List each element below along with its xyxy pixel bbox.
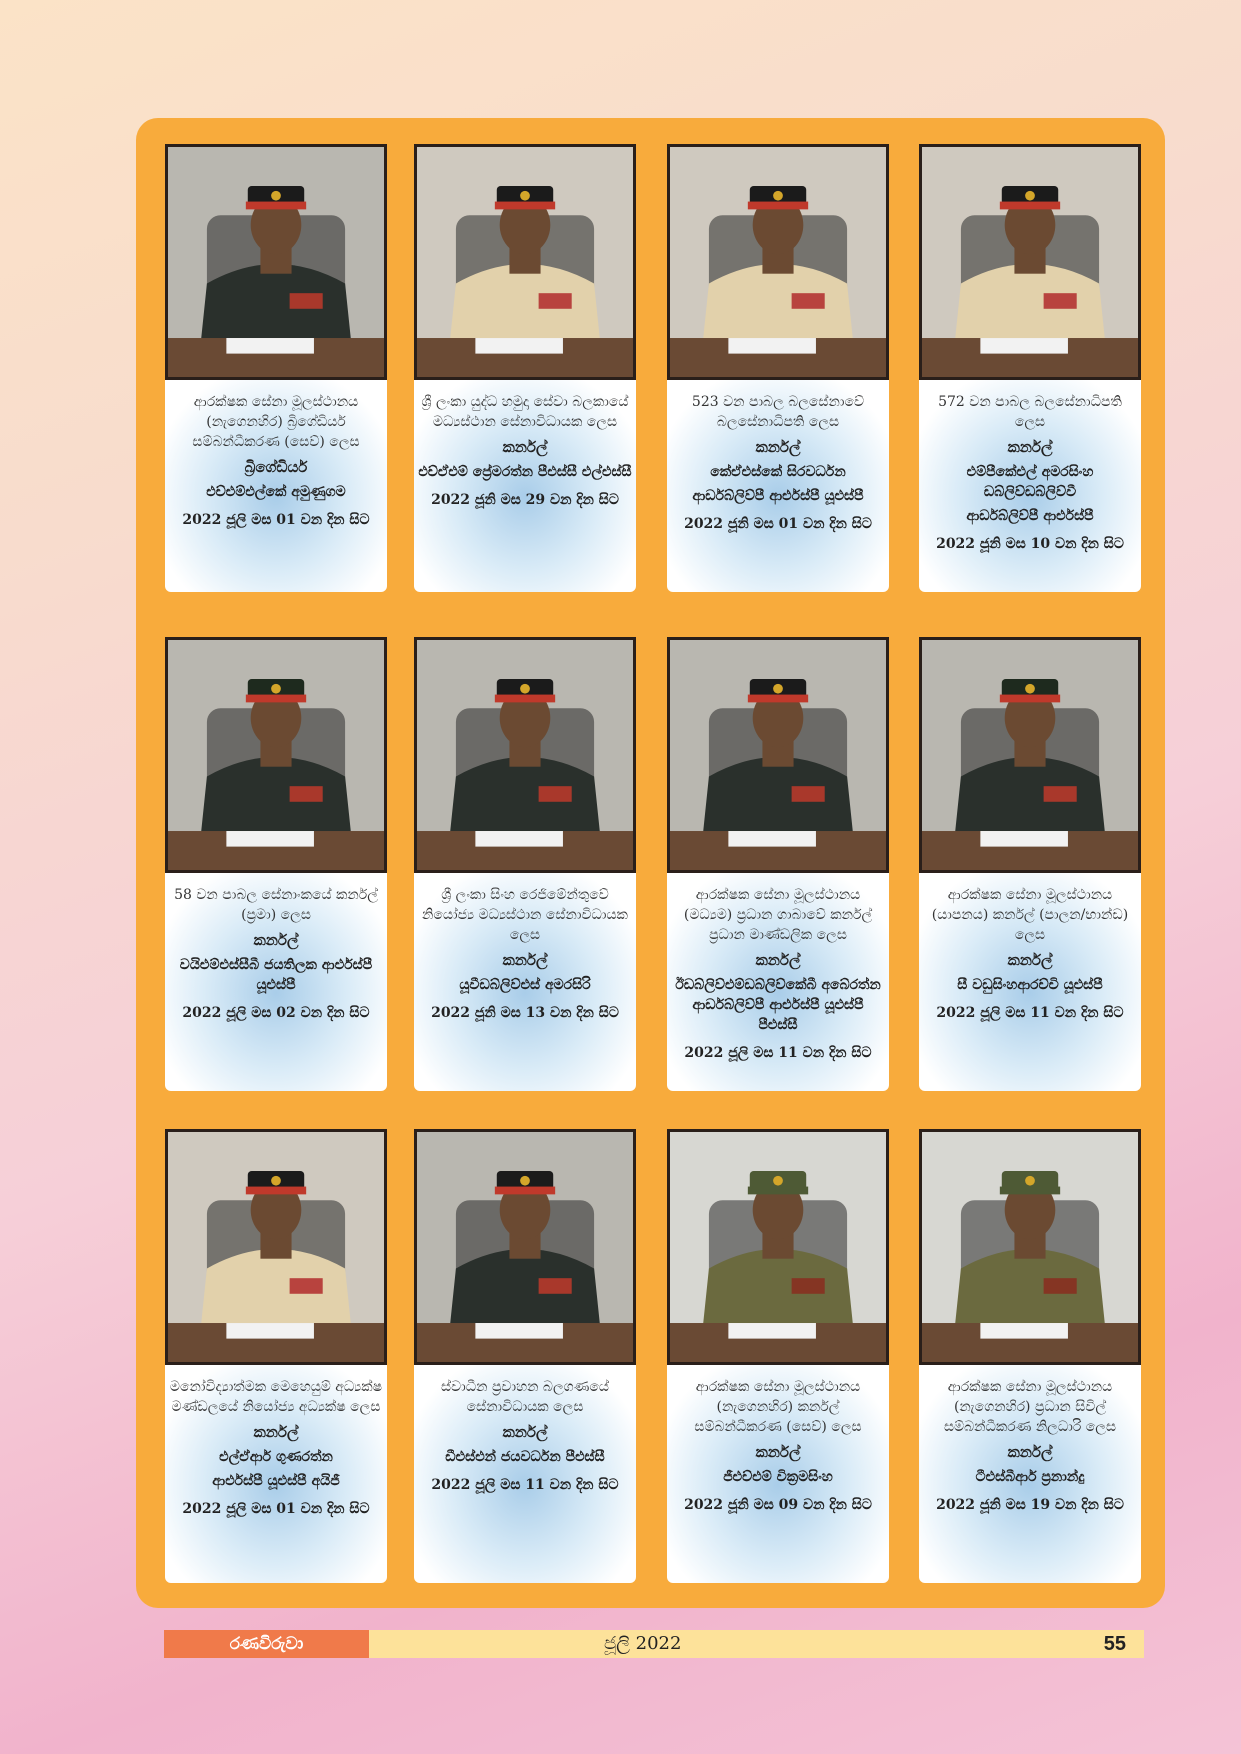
officer-rank: කර්නල් bbox=[502, 438, 548, 456]
effective-date: 2022 ජූනි මස 19 වන දින සිට bbox=[936, 1497, 1124, 1513]
effective-date: 2022 ජූලි මස 11 වන දින සිට bbox=[431, 1477, 619, 1493]
appointment-description: ආරක්ෂක සේනා මූලස්ථානය (නැගෙනහිර) බ්‍රිගේඩියර් සම්බන්ධීකරණ (සෙව්) ලෙස bbox=[192, 394, 360, 450]
officer-caption bbox=[919, 1365, 1141, 1583]
officer-caption bbox=[414, 873, 636, 1091]
officer-rank: කර්නල් bbox=[502, 951, 548, 969]
officer-rank: කර්නල් bbox=[755, 438, 801, 456]
officer-name: එච්ඒඑම් ප්‍රේමරත්න පීඑස්සී එල්එස්සී bbox=[418, 464, 632, 480]
appointment-description: ශ්‍රී ලංකා යුද්ධ හමුදා සේවා බලකායේ මධ්‍යස්ථාන සේනාවිධායක ලෙස bbox=[421, 394, 629, 430]
officer-name: එච්එම්එල්කේ අමුණුගම bbox=[206, 484, 346, 500]
officer-rank: කර්නල් bbox=[253, 931, 299, 949]
page-footer bbox=[164, 1630, 1144, 1658]
effective-date: 2022 ජූනි මස 01 වන දින සිට bbox=[684, 516, 872, 532]
effective-date: 2022 ජූනි මස 09 වන දින සිට bbox=[684, 1497, 872, 1513]
appointment-description: මනෝවිද්‍යාත්මක මෙහෙයුම් අධ්‍යක්ෂ මණ්ඩලයේ නියෝජ්‍ය අධ්‍යක්ෂ ලෙස bbox=[169, 1379, 383, 1415]
officer-rank: බ්‍රිගේඩියර් bbox=[244, 458, 308, 476]
appointment-description: ආරක්ෂක සේනා මූලස්ථානය (යාපනය) කර්නල් (පාලන/භාන්ඩ) ලෙස bbox=[931, 887, 1129, 943]
officer-name: ඩීඑස්එන් ජයවර්ධන පීඑස්සී bbox=[445, 1449, 605, 1465]
effective-date: 2022 ජූලි මස 02 වන දින සිට bbox=[182, 1005, 370, 1021]
officer-photo bbox=[919, 1129, 1141, 1365]
officer-photo bbox=[919, 637, 1141, 873]
effective-date: 2022 ජූනි මස 10 වන දින සිට bbox=[936, 536, 1124, 552]
effective-date: 2022 ජූලි මස 01 වන දින සිට bbox=[182, 512, 370, 528]
officer-name: වයිඑම්එස්සීබී ජයතිලක ආර්එස්පී යූඑස්පී bbox=[179, 957, 373, 993]
officer-caption bbox=[919, 380, 1141, 592]
officer-name: ඊඩබ්ලිව්එම්ඩබ්ලිව්කේබී අබේරත්න ආර්ඩබ්ලිව්පී ආර්එස්පී යූඑස්පී පීඑස්සී bbox=[675, 977, 881, 1033]
effective-date: 2022 ජූනි මස 13 වන දින සිට bbox=[431, 1005, 619, 1021]
officer-photo bbox=[165, 144, 387, 380]
officer-caption bbox=[667, 873, 889, 1091]
officer-photo bbox=[414, 1129, 636, 1365]
officer-rank: කර්නල් bbox=[755, 951, 801, 969]
effective-date: 2022 ජූලි මස 11 වන දින සිට bbox=[684, 1045, 872, 1061]
appointment-description: ස්වාධීන ප්‍රවාහන බලගණයේ සේනාවිධායක ලෙස bbox=[441, 1379, 609, 1415]
effective-date: 2022 ජූනි මස 29 වන දින සිට bbox=[431, 492, 619, 508]
officer-rank: කර්නල් bbox=[1007, 951, 1053, 969]
officer-caption bbox=[165, 1365, 387, 1583]
officer-photo bbox=[165, 637, 387, 873]
officer-photo bbox=[667, 637, 889, 873]
page-number: 55 bbox=[1103, 1633, 1126, 1655]
officer-photo bbox=[165, 1129, 387, 1365]
appointment-description: ආරක්ෂක සේනා මූලස්ථානය (නැගෙනහිර) ප්‍රධාන සිවිල් සම්බන්ධීකරණ නිලධාරි ලෙස bbox=[943, 1379, 1117, 1435]
officer-rank: කර්නල් bbox=[755, 1443, 801, 1461]
appointment-description: 523 වන පාබල බලසේනාවේ බලසේනාධිපති ලෙස bbox=[691, 394, 865, 430]
officer-name: ටීඑස්බීආර් ප්‍රනාන්දු bbox=[975, 1469, 1085, 1485]
officer-photo bbox=[414, 144, 636, 380]
officer-caption bbox=[414, 1365, 636, 1583]
officer-caption bbox=[414, 380, 636, 592]
officer-rank: කර්නල් bbox=[502, 1423, 548, 1441]
appointment-description: 572 වන පාබල බලසේනාධිපති ලෙස bbox=[938, 394, 1122, 430]
appointment-description: ආරක්ෂක සේනා මූලස්ථානය (මධ්‍යම) ප්‍රධාන ගාබාවේ කර්නල් ප්‍රධාන මාණ්ඩලික ලෙස bbox=[683, 887, 873, 943]
officer-rank: කර්නල් bbox=[1007, 1443, 1053, 1461]
officer-photo bbox=[919, 144, 1141, 380]
appointment-description: 58 වන පාබල සේනාංකයේ කර්නල් (ප්‍රමා) ලෙස bbox=[174, 887, 378, 923]
officer-name: යූවීඩබ්ලිව්එස් අමරසිරි bbox=[459, 977, 591, 993]
officer-rank: කර්නල් bbox=[253, 1423, 299, 1441]
officer-caption bbox=[667, 380, 889, 592]
officer-photo bbox=[667, 1129, 889, 1365]
officer-name: කේඒඑස්කේ සිරවර්ධන bbox=[710, 464, 846, 480]
officer-decorations: ආර්එස්පී යූඑස්පී අයිජී bbox=[212, 1473, 340, 1489]
officer-photo bbox=[414, 637, 636, 873]
issue-month: ජූලි 2022 bbox=[604, 1633, 682, 1654]
appointment-description: ආරක්ෂක සේනා මූලස්ථානය (නැගෙනහිර) කර්නල් සම්බන්ධීකරණ (සෙව්) ලෙස bbox=[694, 1379, 862, 1435]
officer-name: ජීඑච්එම් වික්‍රමසිංහ bbox=[723, 1469, 833, 1485]
officer-decorations: ආර්ඩබ්ලිව්පී ආර්එස්පී bbox=[966, 508, 1094, 524]
officer-name: එම්පීකේඑල් අමරසිංහ ඩබ්ලිව්ඩබ්ලිව්වී bbox=[966, 464, 1094, 500]
appointment-description: ශ්‍රී ලංකා සිංහ රෙජිමේන්තුවේ නියෝජ්‍ය මධ්‍යස්ථාන සේනාවිධායක ලෙස bbox=[422, 887, 628, 943]
officer-name: සී වඩුසිංහආරච්චි යූඑස්පී bbox=[957, 977, 1103, 993]
officer-photo bbox=[667, 144, 889, 380]
officer-name: එල්ඒආර් ගුණරත්න bbox=[219, 1449, 333, 1465]
effective-date: 2022 ජූලි මස 01 වන දින සිට bbox=[182, 1501, 370, 1517]
magazine-name: රණවිරුවා bbox=[164, 1630, 369, 1658]
officer-decorations: ආර්ඩබ්ලිව්පී ආර්එස්පී යූඑස්පී bbox=[692, 488, 864, 504]
effective-date: 2022 ජූලි මස 11 වන දින සිට bbox=[936, 1005, 1124, 1021]
officer-caption bbox=[919, 873, 1141, 1091]
officer-rank: කර්නල් bbox=[1007, 438, 1053, 456]
officer-caption bbox=[165, 873, 387, 1091]
officer-caption bbox=[667, 1365, 889, 1583]
officer-caption bbox=[165, 380, 387, 592]
